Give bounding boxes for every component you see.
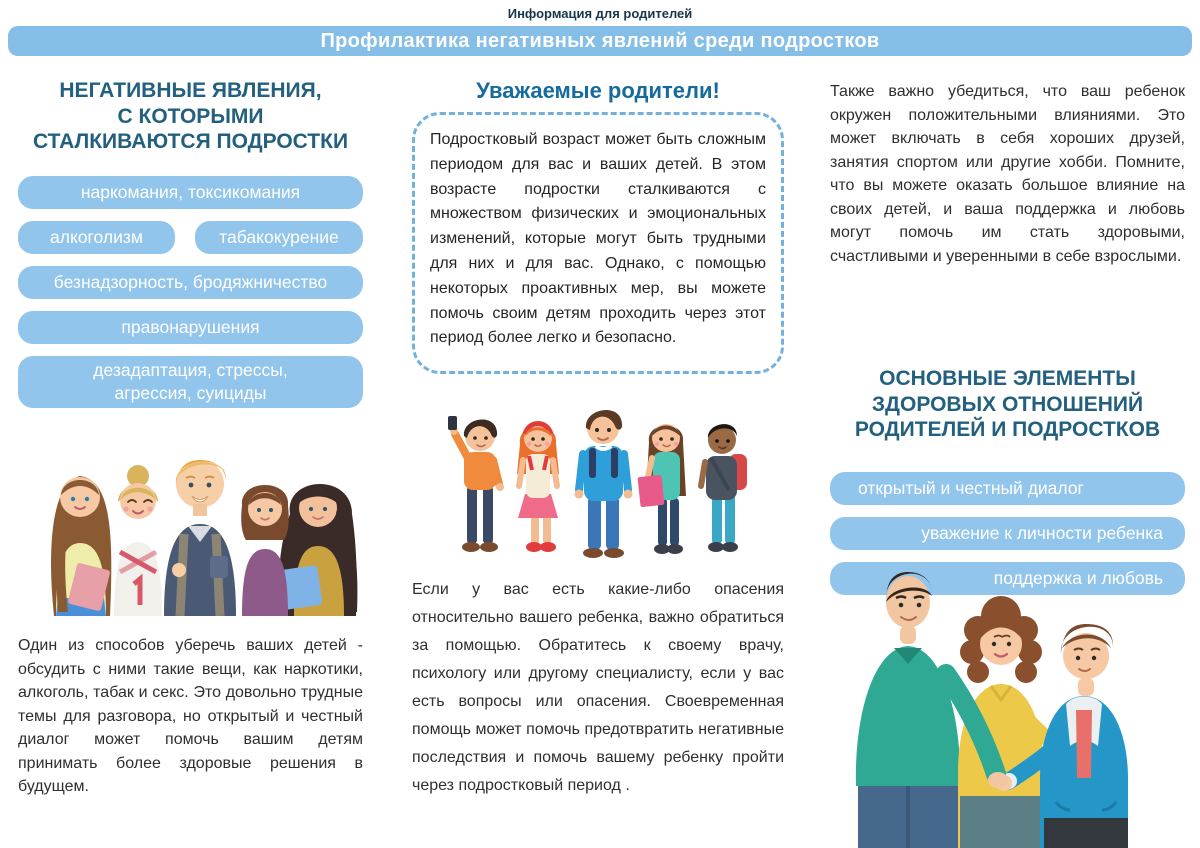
student-girl-folder xyxy=(637,424,686,554)
pill-delinquency: правонарушения xyxy=(18,311,363,344)
page-kicker: Информация для родителей xyxy=(507,6,693,21)
left-heading-line: С КОТОРЫМИ xyxy=(117,104,264,128)
teen-boy-sweater xyxy=(164,460,236,616)
left-heading xyxy=(18,78,363,155)
pill-support-love: поддержка и любовь xyxy=(830,562,1185,595)
pill-neglect-vagrancy: безнадзорность, бродяжничество xyxy=(18,266,363,299)
teen-girl-yellow-top xyxy=(51,476,111,616)
teen-girl-cheerleader xyxy=(114,465,162,616)
students-group-illustration xyxy=(433,394,763,562)
pill-smoking: табакокурение xyxy=(195,221,363,254)
teens-group-illustration xyxy=(18,416,363,616)
pill-open-dialog: открытый и честный диалог xyxy=(830,472,1185,505)
pill-alcoholism: алкоголизм xyxy=(18,221,175,254)
right-paragraph: Также важно убедиться, что ваш ребенок окружен положительными влияниями. Это может включать в себя хороших друзей, занятия спортом или другие хобби. Помните, что вы можете оказать большое влияние на своих детей, и ваша поддержка и любовь могут помочь им стать здоровыми, счастливыми и уверенными в себе взрослыми. xyxy=(830,83,1185,265)
intro-dashed-box xyxy=(412,112,784,374)
banner-title: Профилактика негативных явлений среди подростков xyxy=(8,26,1192,56)
pill-row xyxy=(18,221,363,254)
pill-respect-child: уважение к личности ребенка xyxy=(830,517,1185,550)
middle-paragraph: Если у вас есть какие-либо опасения относительно вашего ребенка, важно обратиться за помощью. Обратитесь к своему врачу, психологу или другому специалисту, если у вас есть вопросы или опасения. Своевременная помощь может помочь предотвратить негативные последствия и помочь вашему ребенку пройти через подростковый период . xyxy=(412,581,784,794)
pill-maladaptation-stress: дезадаптация, стрессы, агрессия, суициды xyxy=(18,356,363,408)
right-heading-line: РОДИТЕЛЕЙ И ПОДРОСТКОВ xyxy=(854,418,1161,442)
intro-text: Подростковый возраст может быть сложным периодом для вас и ваших детей. В этом возрасте подростки сталкиваются с множеством физических и эмоциональных изменений, которые могут быть трудными для них и для вас. Однако, с помощью некоторых проактивных мер, вы можете помочь своим детям проходить через этот период более легко и безопасно. xyxy=(430,131,766,347)
right-heading xyxy=(830,366,1185,443)
left-heading-line: СТАЛКИВАЮТСЯ ПОДРОСТКИ xyxy=(32,130,349,154)
right-heading-line: ОСНОВНЫЕ ЭЛЕМЕНТЫ xyxy=(879,367,1136,390)
negative-phenomena-section xyxy=(18,78,363,848)
pill-drug-addiction: наркомания, токсикомания xyxy=(18,176,363,209)
student-boy-backpack xyxy=(701,424,747,552)
healthy-relations-section xyxy=(830,78,1185,848)
student-boy-selfie xyxy=(448,416,504,552)
student-boy-tall xyxy=(575,410,633,558)
student-girl-headband xyxy=(517,424,559,553)
family-handshake-illustration xyxy=(828,554,1178,848)
negative-phenomena-list xyxy=(18,176,363,408)
left-paragraph: Один из способов уберечь ваших детей - обсудить с ними такие вещи, как наркотики, алкоголь, табак и секс. Это довольно трудные темы для разговора, но открытый и честный диалог может помочь вашим детям принимать более здоровые решения в будущем. xyxy=(18,637,363,796)
left-heading-line: НЕГАТИВНЫЕ ЯВЛЕНИЯ, xyxy=(59,79,322,102)
dear-parents-section xyxy=(412,78,784,848)
right-heading-line: ЗДОРОВЫХ ОТНОШЕНИЙ xyxy=(871,392,1144,416)
father-figure xyxy=(856,572,960,848)
middle-heading: Уважаемые родители! xyxy=(476,78,720,103)
